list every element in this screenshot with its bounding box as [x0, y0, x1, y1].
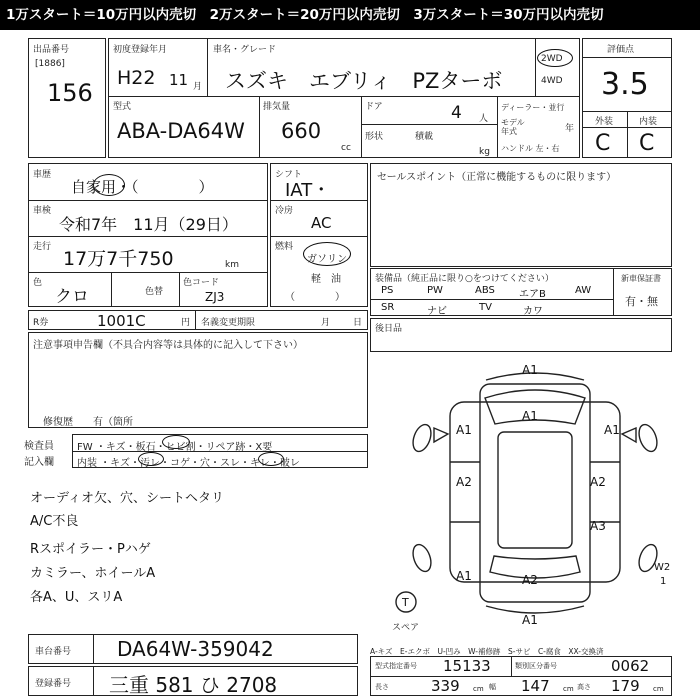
- rear-label: 後日品: [375, 324, 403, 334]
- reg-num-value: 三重 581 ひ 2708: [109, 673, 278, 697]
- rear-items-box: [370, 318, 672, 352]
- shape-label: 形状: [365, 132, 384, 142]
- mark-right-rear: A3: [590, 519, 606, 533]
- model-year-label: モデル年式: [501, 118, 525, 136]
- mark-hood: A1: [522, 409, 538, 423]
- model-label: 型式: [113, 102, 132, 112]
- height-unit: cm: [653, 685, 664, 693]
- drive-2wd-circle: [537, 49, 573, 67]
- equipment-box: [370, 268, 672, 316]
- inspector-label: 検査員: [24, 441, 54, 452]
- width-unit: cm: [563, 685, 574, 693]
- reg-num-label: 登録番号: [35, 679, 72, 689]
- cc-label: 排気量: [263, 102, 291, 112]
- equip-leather: カワ: [523, 306, 543, 317]
- lot-box: [28, 38, 106, 158]
- length-value: 339: [431, 677, 460, 695]
- width-value: 147: [521, 677, 550, 695]
- shift-label: シフト: [275, 170, 303, 180]
- ac-label: 冷房: [275, 206, 294, 216]
- interior-label: 内装: [639, 117, 658, 127]
- mark-wheel-w2: W2: [654, 562, 671, 573]
- score-box: [582, 38, 672, 158]
- damage-legend: A-キズ E-エクボ U-凹み W-補修跡 S-サビ C-腐食 XX-交換済: [370, 647, 604, 656]
- r-value: 1001C: [97, 312, 146, 330]
- r-label: R券: [33, 318, 49, 328]
- equip-abs: ABS: [475, 285, 495, 296]
- exterior-label: 外装: [595, 117, 614, 127]
- repair-label: 修復歴 有（箇所: [43, 417, 133, 428]
- fuel-label: 燃料: [275, 242, 294, 252]
- interior-value: C: [639, 131, 655, 156]
- yen-unit: 円: [181, 318, 191, 328]
- dealer-label: ディーラー・並行: [501, 103, 565, 112]
- fuel-gas-circle: [303, 242, 351, 266]
- mark-right-door: A2: [590, 475, 606, 489]
- chassis-label: 車台番号: [35, 647, 72, 657]
- reg-number-box: [28, 666, 358, 696]
- usage-label: 車歴: [33, 170, 52, 180]
- inspector-rows: [22, 434, 368, 470]
- shift-value: IAT・: [285, 180, 331, 201]
- exterior-value: C: [595, 131, 611, 156]
- model-value: ABA-DA64W: [117, 119, 245, 143]
- spare-label: スペア: [392, 623, 420, 633]
- spec-box: [370, 656, 672, 696]
- name-label: 車名・グレード: [213, 45, 277, 55]
- chassis-box: [28, 634, 358, 664]
- ac-value: AC: [311, 214, 332, 232]
- usage-circle: [93, 174, 125, 196]
- equip-label: 装備品（純正品に限り○をつけてください）: [375, 274, 554, 284]
- door-value: 4: [451, 103, 462, 123]
- mark-tailgate: A2: [522, 573, 538, 587]
- mark-left-door: A2: [456, 475, 472, 489]
- equip-navi: ナビ: [427, 306, 447, 317]
- class-value: 0062: [611, 657, 650, 675]
- notes-box: [28, 332, 368, 428]
- tax-month: 月: [321, 318, 331, 328]
- vehicle-info-box: [108, 38, 580, 158]
- spare-t: T: [402, 596, 409, 609]
- persons-unit: 人: [479, 114, 489, 124]
- km-unit: km: [225, 260, 239, 270]
- note-line-1: オーディオ欠、穴、シートヘタリ: [30, 491, 224, 506]
- top-banner: [0, 0, 700, 30]
- color-value: クロ: [55, 287, 89, 307]
- details-box: [28, 163, 268, 307]
- lot-sub: [1886]: [35, 59, 65, 69]
- warranty-value: 有・無: [625, 295, 658, 308]
- inspection-value: 令和7年 11月（29日）: [59, 215, 238, 234]
- door-label: ドア: [365, 102, 383, 112]
- inspection-label: 車検: [33, 206, 52, 216]
- cc-value: 660: [281, 119, 322, 143]
- fuel-gas: ガソリン: [307, 254, 347, 265]
- color-label: 色: [33, 278, 43, 288]
- equip-sr: SR: [381, 302, 395, 313]
- tax-day: 日: [353, 318, 363, 328]
- name-value: スズキ エブリィ PZターボ: [225, 69, 503, 93]
- mark-left-rear: A1: [456, 569, 472, 583]
- year-mark: 年: [565, 124, 575, 134]
- mark-wheel-1: 1: [660, 576, 667, 587]
- mark-left-front: A1: [456, 423, 472, 437]
- sales-box: [370, 163, 672, 267]
- colortone-label: 色替: [145, 287, 164, 297]
- cert-label: 型式指定番号: [375, 662, 417, 670]
- handle-label: ハンドル 左・右: [501, 144, 560, 153]
- mark-right-front: A1: [604, 423, 620, 437]
- drive-4wd: 4WD: [541, 76, 563, 86]
- cert-value: 15133: [443, 657, 491, 675]
- drivetrain-box: [270, 163, 368, 307]
- mark-rear-bumper: A1: [522, 613, 538, 627]
- score-value: 3.5: [601, 67, 649, 102]
- notes-label: 注意事項申告欄（不具合内容等は具体的に記入して下さい）: [33, 340, 303, 351]
- kg-unit: kg: [479, 147, 490, 157]
- banner-text: 1万スタート＝10万円以内売切 2万スタート＝20万円以内売切 3万スタート＝30万円以内売切: [6, 7, 604, 23]
- reg-label: 初度登録年月: [113, 45, 168, 55]
- lot-label: 出品番号: [33, 45, 70, 55]
- tax-label: 名義変更期限: [201, 318, 256, 328]
- chassis-value: DA64W-359042: [117, 637, 274, 661]
- fuel-diesel: 軽 油: [311, 274, 341, 285]
- equip-ps: PS: [381, 285, 394, 296]
- reg-month: 11: [169, 71, 189, 89]
- r-ticket-box: [28, 310, 368, 330]
- equip-airbag: エアB: [519, 289, 546, 300]
- lot-number: 156: [47, 79, 93, 107]
- usage-value: 自家用・（ ）: [71, 178, 214, 196]
- reg-era: H22: [117, 67, 156, 89]
- mark-front-bumper: A1: [522, 363, 538, 377]
- width-label: 幅: [489, 683, 496, 691]
- equip-pw: PW: [427, 285, 443, 296]
- load-label: 積載: [415, 132, 434, 142]
- score-label: 評価点: [607, 45, 635, 55]
- entry-label: 記入欄: [24, 457, 54, 468]
- equip-tv: TV: [479, 302, 492, 313]
- drive-2wd: 2WD: [541, 54, 563, 64]
- height-value: 179: [611, 677, 640, 695]
- mileage-value: 17万7千750: [63, 248, 174, 270]
- inspect-row2: 内装 ・キズ・汚レ・コゲ・穴・スレ・キレ・破レ: [77, 458, 300, 469]
- note-line-3: Rスポイラー・Pハゲ: [30, 542, 151, 557]
- inspect-row1: FW ・キズ・板石・ヒビ割・リペア跡・X要: [77, 442, 273, 453]
- fuel-other: （ ）: [285, 292, 345, 303]
- colorcode-label: 色コード: [183, 278, 220, 288]
- note-line-5: 各A、U、スリA: [30, 590, 123, 605]
- length-label: 長さ: [375, 683, 389, 691]
- length-unit: cm: [473, 685, 484, 693]
- cc-unit: cc: [341, 143, 351, 153]
- colorcode-value: ZJ3: [205, 290, 225, 304]
- equip-aw: AW: [575, 285, 592, 296]
- note-line-4: カミラー、ホイールA: [30, 566, 156, 581]
- sales-label: セールスポイント（正常に機能するものに限ります）: [377, 172, 617, 183]
- warranty-label: 新車保証書: [621, 274, 661, 283]
- mileage-label: 走行: [33, 242, 52, 252]
- car-damage-diagram: [390, 362, 680, 632]
- reg-month-unit: 月: [193, 82, 203, 92]
- height-label: 高さ: [577, 683, 591, 691]
- class-label: 類別区分番号: [515, 662, 557, 670]
- note-line-2: A/C不良: [30, 514, 79, 529]
